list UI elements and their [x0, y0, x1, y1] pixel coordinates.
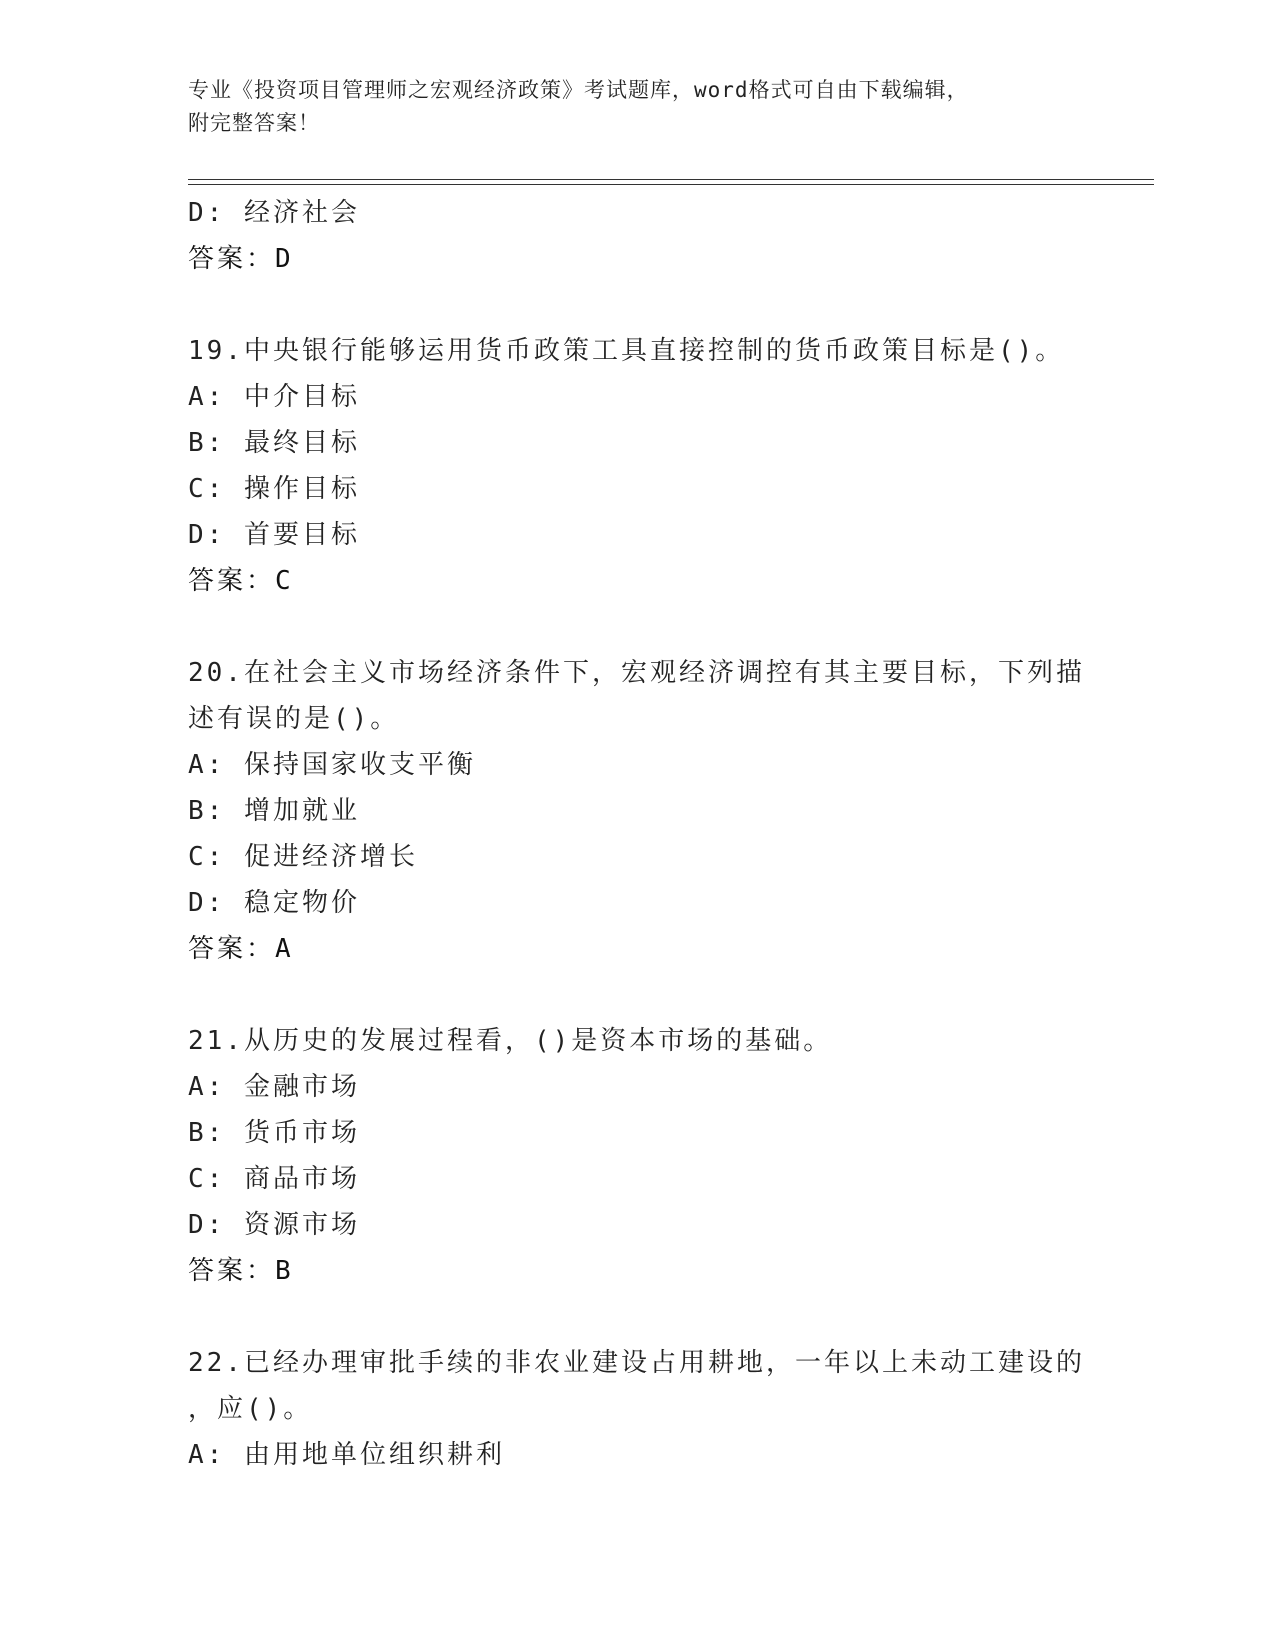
question-text-line-1: 20.在社会主义市场经济条件下，宏观经济调控有其主要目标，下列描 [188, 658, 1085, 688]
answer: 答案：A [188, 934, 294, 964]
option-b: B: 增加就业 [188, 796, 360, 826]
question-19 [188, 328, 1088, 604]
spacer [188, 1294, 1088, 1340]
document-header [188, 74, 1068, 140]
question-18-tail [188, 190, 1088, 282]
question-list [188, 190, 1088, 1478]
option-c: C: 商品市场 [188, 1164, 360, 1194]
answer: 答案：B [188, 1256, 294, 1286]
question-text: 21.从历史的发展过程看，()是资本市场的基础。 [188, 1026, 833, 1056]
option-b: B: 最终目标 [188, 428, 360, 458]
header-line-2: 附完整答案！ [188, 111, 320, 135]
option-b: B: 货币市场 [188, 1118, 360, 1148]
question-text: 19.中央银行能够运用货币政策工具直接控制的货币政策目标是()。 [188, 336, 1065, 366]
spacer [188, 604, 1088, 650]
option-d: D: 首要目标 [188, 520, 360, 550]
option-d: D: 经济社会 [188, 198, 360, 228]
answer: 答案：C [188, 566, 294, 596]
question-text-line-2: 述有误的是()。 [188, 704, 400, 734]
option-d: D: 稳定物价 [188, 888, 360, 918]
question-22 [188, 1340, 1088, 1478]
header-divider-bottom [188, 184, 1154, 185]
question-20 [188, 650, 1088, 972]
header-divider-top [188, 179, 1154, 180]
answer: 答案：D [188, 244, 294, 274]
spacer [188, 282, 1088, 328]
option-a: A: 金融市场 [188, 1072, 360, 1102]
option-a: A: 保持国家收支平衡 [188, 750, 476, 780]
question-text-line-2: ，应()。 [188, 1394, 313, 1424]
option-a: A: 中介目标 [188, 382, 360, 412]
option-c: C: 促进经济增长 [188, 842, 418, 872]
option-c: C: 操作目标 [188, 474, 360, 504]
header-line-1: 专业《投资项目管理师之宏观经济政策》考试题库，word格式可自由下载编辑， [188, 78, 969, 102]
question-21 [188, 1018, 1088, 1294]
question-text-line-1: 22.已经办理审批手续的非农业建设占用耕地，一年以上未动工建设的 [188, 1348, 1085, 1378]
spacer [188, 972, 1088, 1018]
option-a: A: 由用地单位组织耕利 [188, 1440, 505, 1470]
option-d: D: 资源市场 [188, 1210, 360, 1240]
